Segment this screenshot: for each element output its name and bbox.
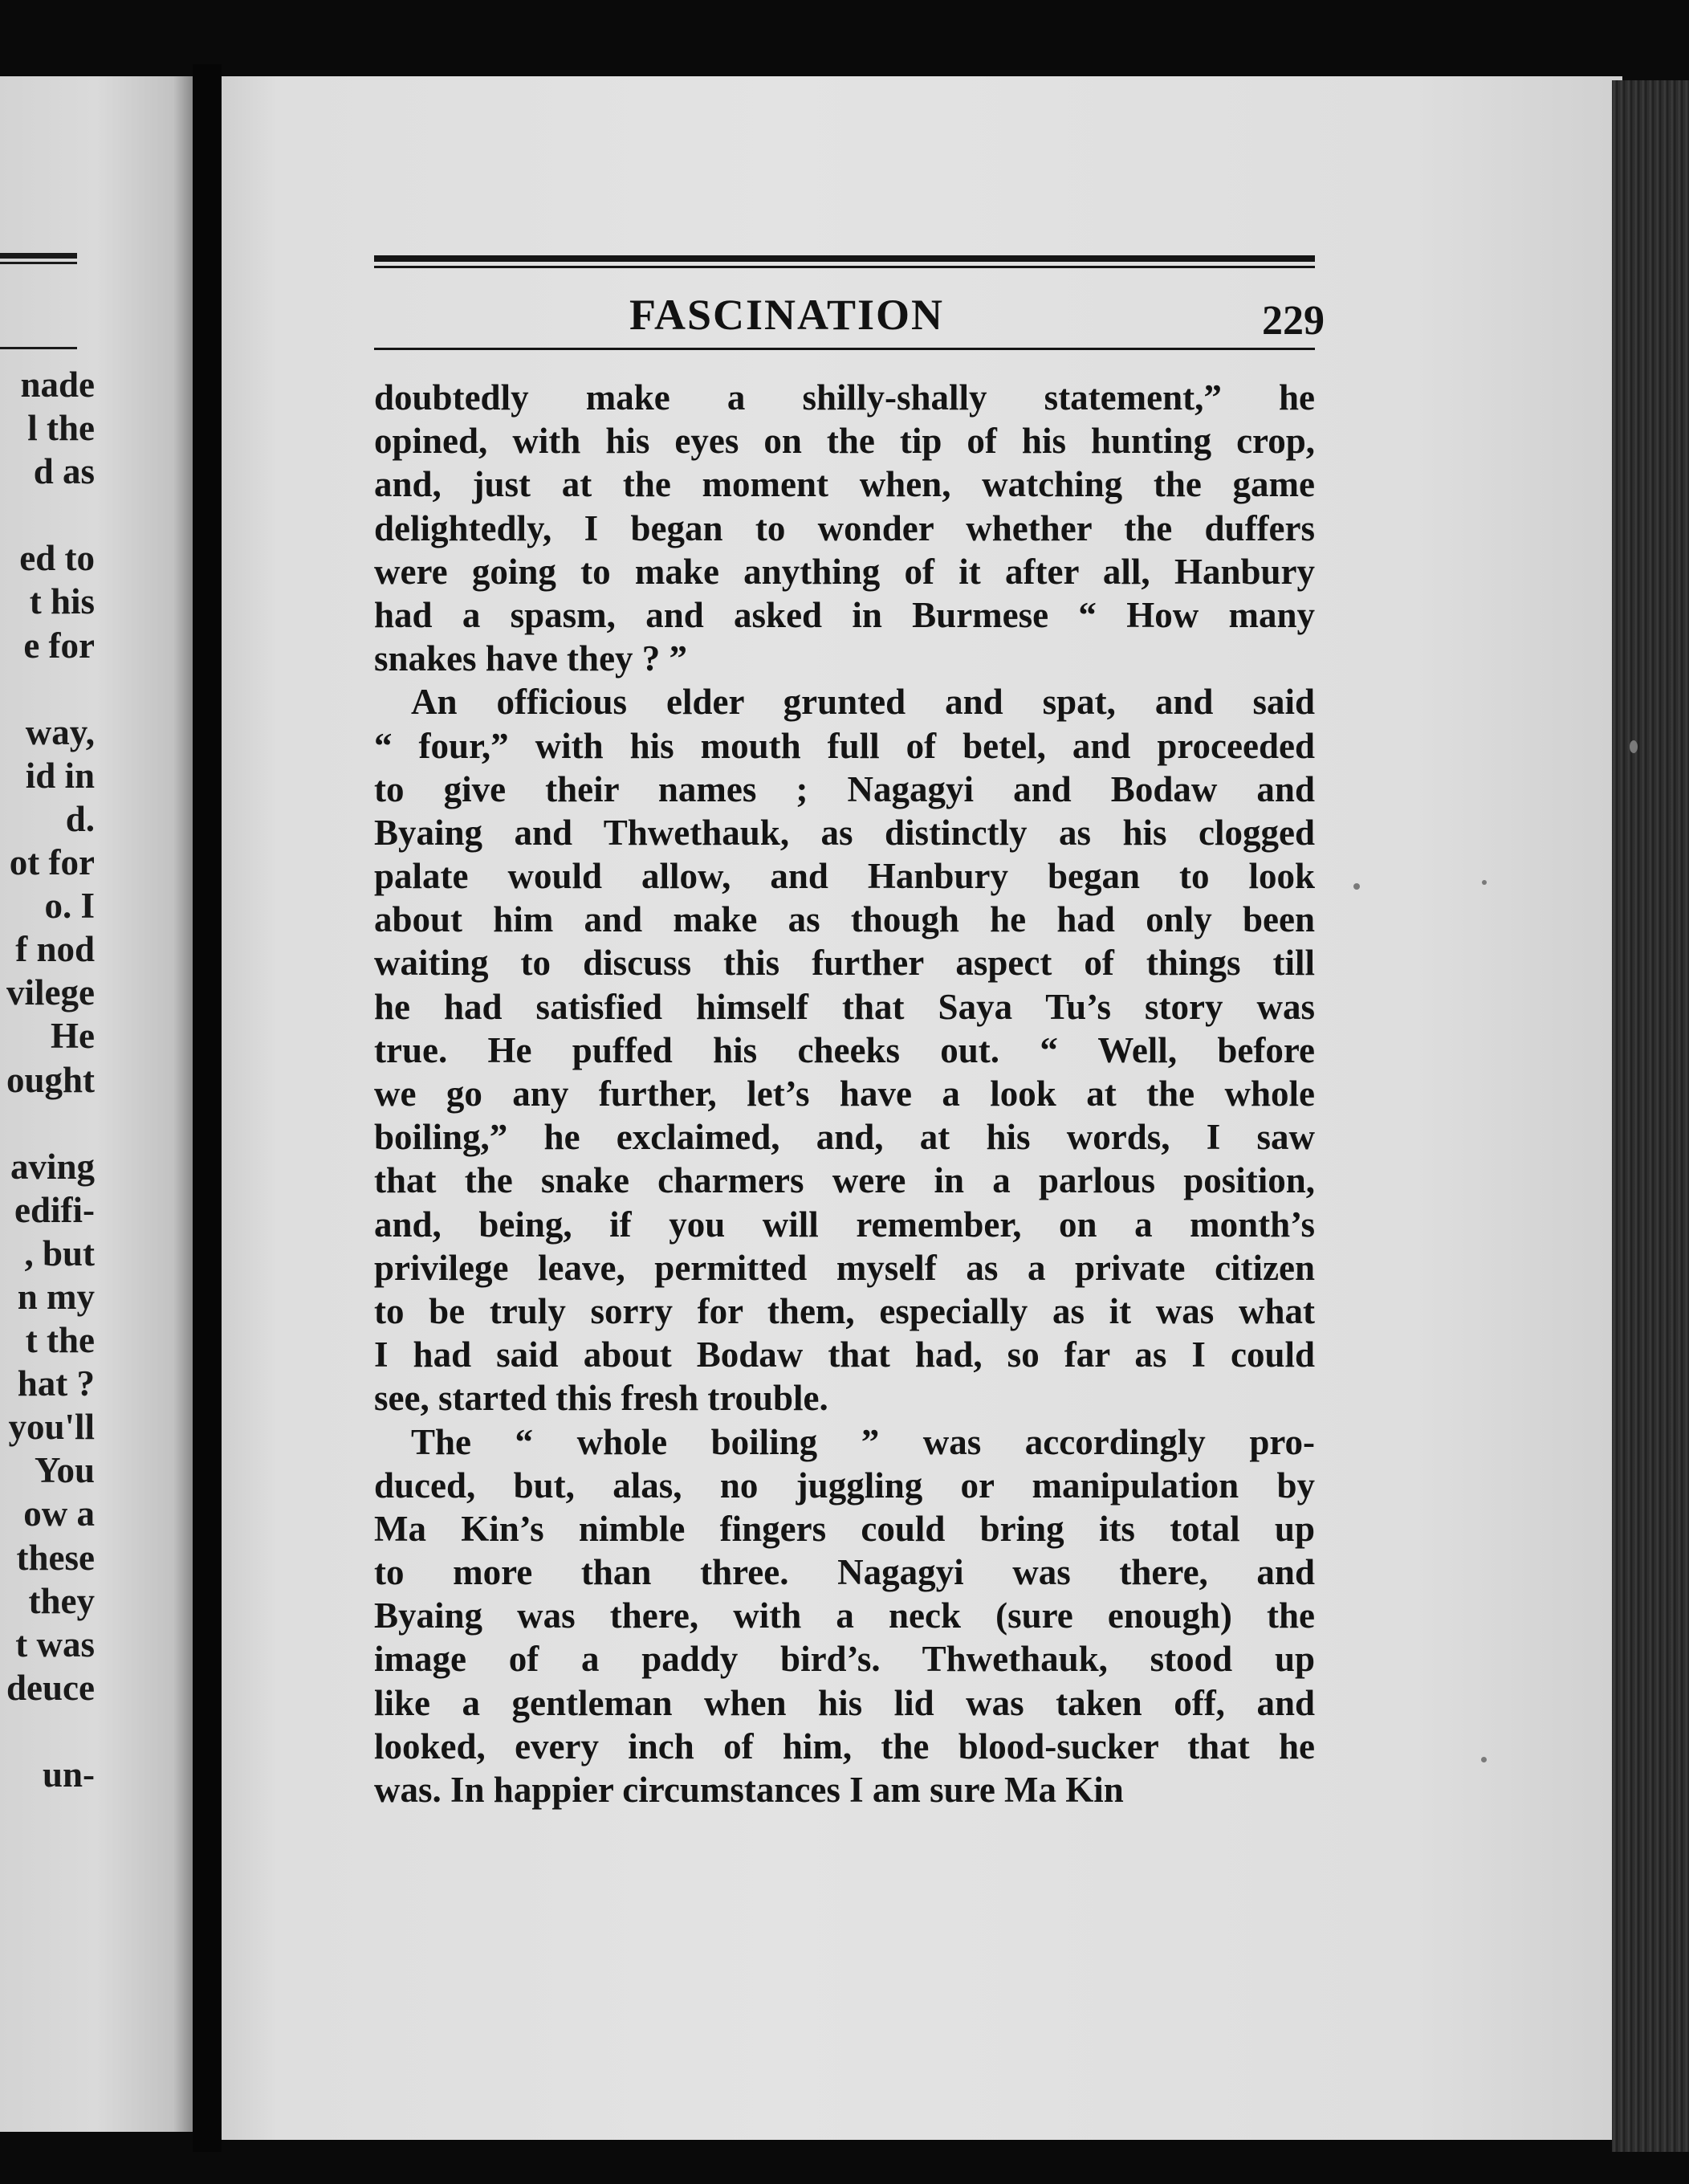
text-line: see, started this fresh trouble. <box>374 1378 828 1419</box>
left-page-line: o. I <box>44 886 95 927</box>
left-page-line <box>0 667 95 711</box>
left-page-line: aving <box>10 1146 95 1187</box>
header-rule-thin <box>374 266 1315 268</box>
text-line: looked, every inch of him, the blood-sucker that he <box>374 1726 1315 1766</box>
left-page-text <box>0 363 95 1796</box>
text-line: and, just at the moment when, watching the game <box>374 464 1315 505</box>
paragraph <box>374 376 1315 680</box>
header-rule-thick <box>374 255 1315 262</box>
left-page-line: You <box>34 1450 95 1491</box>
left-page-line: nade <box>20 365 95 405</box>
dust-speck <box>1630 740 1638 753</box>
text-line: opined, with his eyes on the tip of his hunting crop, <box>374 421 1315 462</box>
header-rule-bottom <box>374 348 1315 350</box>
text-line: snakes have they ? ” <box>374 638 688 679</box>
text-line: duced, but, alas, no juggling or manipulation by <box>374 1465 1315 1506</box>
left-page-line: they <box>28 1580 95 1621</box>
text-line: and, being, if you will remember, on a month’s <box>374 1204 1315 1245</box>
left-page-line: d. <box>65 798 95 839</box>
left-page-line: deuce <box>6 1667 95 1708</box>
text-line: like a gentleman when his lid was taken off, and <box>374 1682 1315 1723</box>
text-line: about him and make as though he had only been <box>374 899 1315 940</box>
left-page-line: t was <box>15 1624 95 1664</box>
left-page-line: hat ? <box>17 1363 95 1404</box>
text-line: that the snake charmers were in a parlous position, <box>374 1160 1315 1201</box>
left-page-line: id in <box>25 755 95 796</box>
text-line: had a spasm, and asked in Burmese “ How many <box>374 594 1315 635</box>
text-line: Byaing was there, with a neck (sure enough) the <box>374 1595 1315 1636</box>
left-page-line: f nod <box>15 929 95 970</box>
left-page-line: edifi- <box>14 1189 95 1230</box>
text-line: were going to make anything of it after all, Hanbury <box>374 551 1315 592</box>
text-line: I had said about Bodaw that had, so far as I could <box>374 1334 1315 1375</box>
left-header-rule-thick <box>0 253 77 259</box>
text-line: doubtedly make a shilly-shally statement,” he <box>374 377 1315 418</box>
dust-speck <box>1482 880 1487 885</box>
left-page-line: l the <box>27 408 95 449</box>
text-line: delightedly, I began to wonder whether the duffers <box>374 507 1315 548</box>
left-page-line <box>0 493 95 536</box>
text-line: was. In happier circumstances I am sure Ma Kin <box>374 1770 1124 1810</box>
text-line: “ four,” with his mouth full of betel, and proceeded <box>374 725 1315 766</box>
left-page-line: un- <box>42 1754 95 1795</box>
left-page-line: d as <box>33 451 95 492</box>
left-page-line: e for <box>23 625 95 666</box>
text-line: privilege leave, permitted myself as a private citizen <box>374 1247 1315 1288</box>
left-page-line: ed to <box>19 538 95 579</box>
text-line: palate would allow, and Hanbury began to look <box>374 856 1315 897</box>
left-page-line <box>0 1709 95 1753</box>
left-page-line: ow a <box>23 1493 95 1534</box>
book-gutter <box>193 64 222 2152</box>
left-page-line: ought <box>6 1059 95 1100</box>
text-line: to be truly sorry for them, especially as it was what <box>374 1290 1315 1331</box>
left-page <box>0 76 193 2132</box>
text-line: Ma Kin’s nimble fingers could bring its total up <box>374 1508 1315 1549</box>
left-page-line: vilege <box>6 972 95 1013</box>
left-page-line: t his <box>29 581 95 622</box>
left-header-rule-thin <box>0 262 77 264</box>
dust-speck <box>1353 883 1360 890</box>
left-page-line: n my <box>17 1276 95 1317</box>
page-edge <box>1612 80 1689 2152</box>
left-page-line: these <box>16 1537 95 1578</box>
left-page-line <box>0 1102 95 1145</box>
text-line: to give their names ; Nagagyi and Bodaw and <box>374 768 1315 809</box>
text-line: The “ whole boiling ” was accordingly pro- <box>411 1421 1315 1462</box>
text-line: to more than three. Nagagyi was there, and <box>374 1552 1315 1593</box>
text-line: An officious elder grunted and spat, and said <box>411 682 1315 723</box>
text-line: true. He puffed his cheeks out. “ Well, before <box>374 1029 1315 1070</box>
paragraph <box>374 680 1315 1420</box>
left-page-line: ot for <box>9 842 95 883</box>
body-text <box>374 376 1315 1811</box>
text-line: we go any further, let’s have a look at the whole <box>374 1074 1315 1114</box>
paragraph <box>374 1420 1315 1812</box>
text-line: Byaing and Thwethauk, as distinctly as his clogged <box>374 812 1315 853</box>
text-line: he had satisfied himself that Saya Tu’s story was <box>374 986 1315 1027</box>
page-number: 229 <box>1262 298 1325 344</box>
left-page-line: way, <box>25 711 95 752</box>
dust-speck <box>1481 1757 1487 1762</box>
left-header-rule-bottom <box>0 347 77 349</box>
left-page-line: you'll <box>8 1407 95 1448</box>
left-page-line: , but <box>24 1233 95 1273</box>
running-header-title: FASCINATION <box>629 291 945 339</box>
text-line: image of a paddy bird’s. Thwethauk, stood up <box>374 1639 1315 1680</box>
text-line: waiting to discuss this further aspect of things till <box>374 943 1315 984</box>
text-line: boiling,” he exclaimed, and, at his words, I saw <box>374 1117 1315 1158</box>
left-page-line: He <box>51 1016 95 1057</box>
left-page-line: t the <box>25 1320 95 1361</box>
